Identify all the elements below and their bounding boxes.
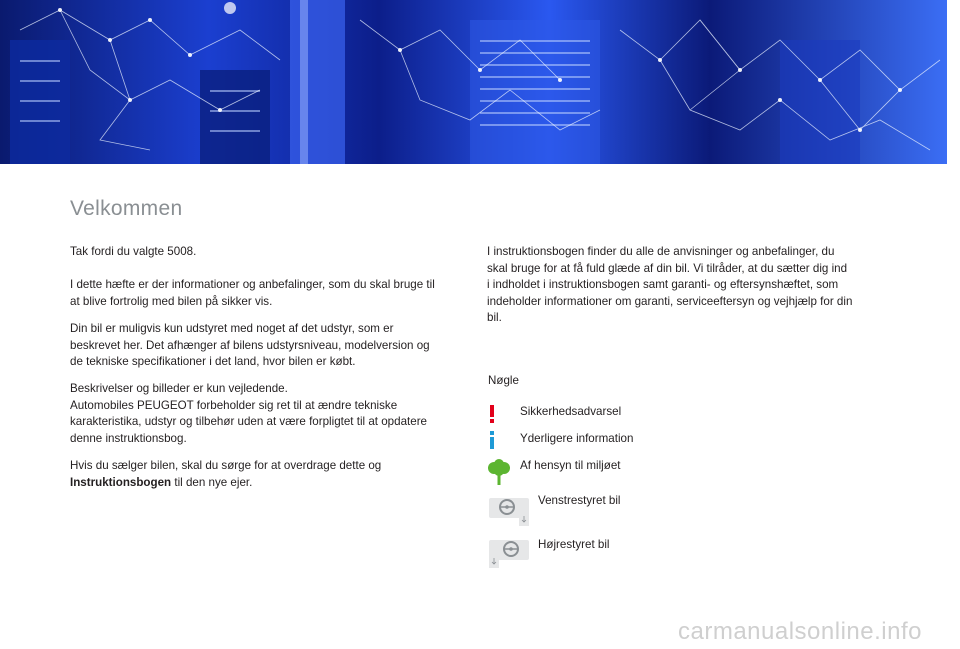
handbook-name: Instruktionsbogen [70, 475, 172, 489]
legend-environment-label: Af hensyn til miljøet [520, 459, 621, 472]
intro-paragraph: Tak fordi du valgte 5008. [70, 245, 197, 258]
legend-title: Nøgle [488, 374, 519, 387]
legend-right-hand-drive-label: Højrestyret bil [538, 538, 610, 551]
hero-banner [0, 0, 947, 164]
equipment-paragraph: Din bil er muligvis kun udstyret med noget af det udstyr, som er beskrevet her. Det afhænger af bilens udstyrsniveau, modelversion og de tekniske specifikationer i det land, hvor bilen er købt. [70, 322, 430, 368]
handbook-paragraph: I instruktionsbogen finder du alle de anvisninger og anbefalinger, du skal bruge for at få fuld glæde af din bil. Vi tilråder, at du sætter dig ind i indholdet i instruktionsbogen samt garanti- og eftersynshæftet, som indeholder informationer om garanti, serviceeftersyn og vejhjælp for din bil. [487, 245, 853, 324]
info-paragraph: I dette hæfte er der informationer og anbefalinger, som du skal bruge til at blive fortrolig med bilen på sikker vis. [70, 278, 435, 308]
resale-paragraph: Hvis du sælger bilen, skal du sørge for at overdrage dette og Instruktionsbogen til den nye ejer. [70, 459, 382, 489]
network-city-graphic [0, 0, 947, 164]
warning-icon [490, 405, 494, 423]
legend-left-hand-drive-label: Venstrestyret bil [538, 494, 621, 507]
environment-icon [487, 459, 511, 485]
info-icon [490, 431, 494, 449]
watermark: carmanualsonline.info [678, 618, 922, 645]
legend-info-label: Yderligere information [520, 432, 634, 445]
disclaimer-paragraph: Beskrivelser og billeder er kun vejledende. Automobiles PEUGEOT forbeholder sig ret til at ændre tekniske karakteristika, udstyr og tilbehør uden at være forpligtet til at opdatere denne instruktionsbog. [70, 382, 428, 445]
legend-warning-label: Sikkerhedsadvarsel [520, 405, 622, 418]
left-hand-drive-icon [489, 496, 529, 526]
page-title: Velkommen [70, 197, 183, 220]
right-hand-drive-icon [489, 538, 529, 568]
